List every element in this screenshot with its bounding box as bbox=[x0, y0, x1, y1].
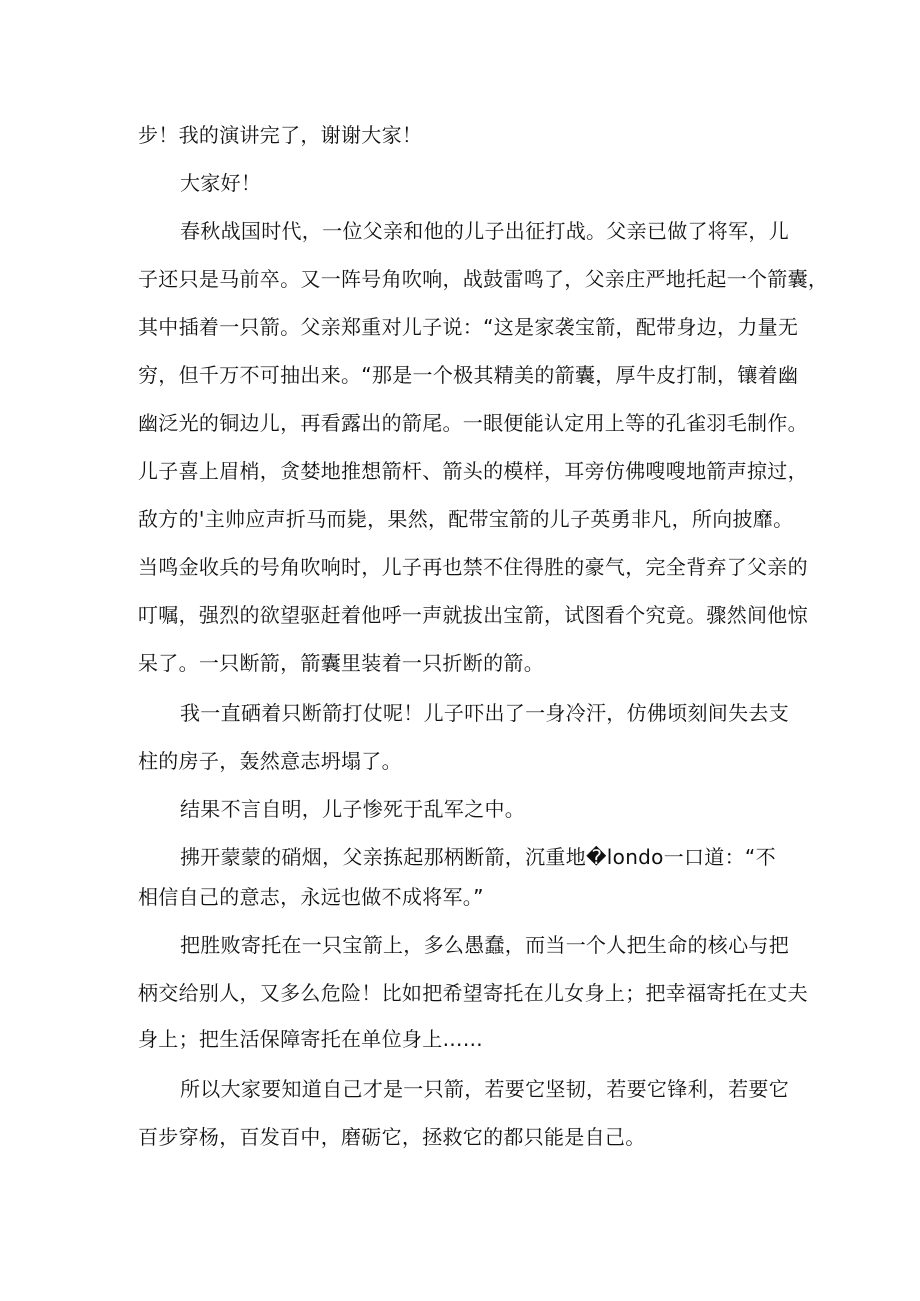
text-line: 结果不言自明，儿子惨死于乱军之中。 bbox=[180, 797, 526, 821]
text-line: 相信自己的意志，永远也做不成将军。” bbox=[138, 885, 484, 909]
text-line: 步！我的演讲完了，谢谢大家！ bbox=[138, 123, 423, 147]
text-line: 呆了。一只断箭，箭囊里装着一只折断的箭。 bbox=[138, 651, 544, 675]
text-line: 叮嘱，强烈的欲望驱赶着他呼一声就拔出宝箭，试图看个究竟。骤然间他惊 bbox=[138, 603, 808, 627]
text-line: 拂开蒙蒙的硝烟，父亲拣起那柄断箭，沉重地�londo一口道：“不 bbox=[180, 845, 776, 869]
text-line: 穷，但千万不可抽出来。“那是一个极其精美的箭囊，厚牛皮打制，镶着幽 bbox=[138, 363, 799, 387]
text-line: 幽泛光的铜边儿，再看露出的箭尾。一眼便能认定用上等的孔雀羽毛制作。 bbox=[138, 411, 808, 435]
text-line: 柄交给别人，又多么危险！比如把希望寄托在儿女身上；把幸福寄托在丈夫 bbox=[138, 981, 808, 1005]
text-line: 儿子喜上眉梢，贪婪地推想箭杆、箭头的模样，耳旁仿佛嗖嗖地箭声掠过， bbox=[138, 459, 808, 483]
text-line: 把胜败寄托在一只宝箭上，多么愚蠢，而当一个人把生命的核心与把 bbox=[180, 933, 789, 957]
text-line: 百步穿杨，百发百中，磨砺它，拯救它的都只能是自己。 bbox=[138, 1125, 646, 1149]
text-line: 敌方的'主帅应声折马而毙，果然，配带宝箭的儿子英勇非凡，所向披靡。 bbox=[138, 507, 794, 531]
text-line: 大家好！ bbox=[180, 171, 262, 195]
text-line: 春秋战国时代，一位父亲和他的儿子出征打战。父亲已做了将军，儿 bbox=[180, 219, 789, 243]
text-line: 所以大家要知道自己才是一只箭，若要它坚韧，若要它锋利，若要它 bbox=[180, 1077, 789, 1101]
text-line: 子还只是马前卒。又一阵号角吹响，战鼓雷鸣了，父亲庄严地托起一个箭囊， bbox=[138, 267, 829, 291]
text-line: 其中插着一只箭。父亲郑重对儿子说：“这是家袭宝箭，配带身边，力量无 bbox=[138, 315, 799, 339]
text-line: 身上；把生活保障寄托在单位身上…… bbox=[138, 1027, 484, 1051]
text-line: 我一直硒着只断箭打仗呢！儿子吓出了一身冷汗，仿佛顷刻间失去支 bbox=[180, 701, 789, 725]
text-line: 当鸣金收兵的号角吹响时，儿子再也禁不住得胜的豪气，完全背弃了父亲的 bbox=[138, 555, 808, 579]
text-line: 柱的房子，轰然意志坍塌了。 bbox=[138, 749, 402, 773]
